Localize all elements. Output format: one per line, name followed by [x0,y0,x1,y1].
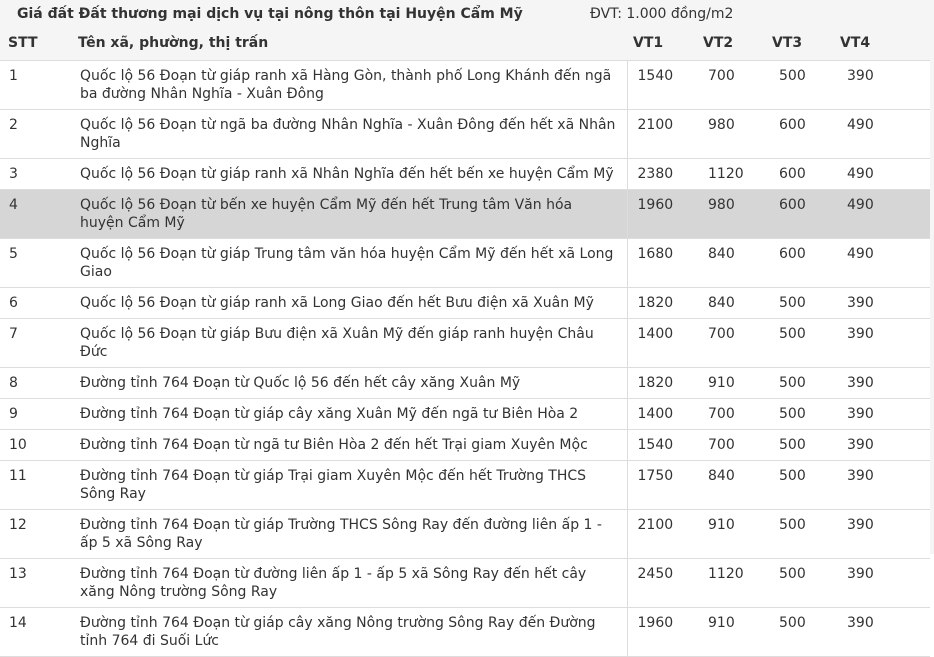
stt-cell: 9 [0,398,70,429]
header-vt4: VT4 [837,30,930,60]
name-cell: Đường tỉnh 764 Đoạn từ ngã tư Biên Hòa 2 đến hết Trại giam Xuyên Mộc [70,429,627,460]
stt-cell: 5 [0,238,70,287]
table-row [0,509,930,558]
table-row [0,287,930,318]
table-row [0,429,930,460]
name-cell: Quốc lộ 56 Đoạn từ giáp Trung tâm văn hóa huyện Cẩm Mỹ đến hết xã Long Giao [70,238,627,287]
stt-cell: 14 [0,607,70,656]
vt4-cell: 390 [837,429,930,460]
vt3-cell: 600 [767,189,837,238]
table-row [0,189,930,238]
stt-cell: 7 [0,318,70,367]
vt3-cell: 500 [767,287,837,318]
header-vt1: VT1 [627,30,697,60]
vt4-cell: 490 [837,238,930,287]
vt2-cell: 840 [697,460,767,509]
vt3-cell: 500 [767,367,837,398]
header-name: Tên xã, phường, thị trấn [70,30,627,60]
vt1-cell: 1960 [627,607,697,656]
vt2-cell: 700 [697,60,767,109]
vt4-cell: 390 [837,398,930,429]
vt2-cell: 980 [697,189,767,238]
vt4-cell: 390 [837,509,930,558]
stt-cell: 3 [0,158,70,189]
table-row [0,318,930,367]
vt4-cell: 390 [837,607,930,656]
vt4-cell: 490 [837,158,930,189]
vt3-cell: 500 [767,558,837,607]
vt3-cell: 600 [767,109,837,158]
vt2-cell: 700 [697,398,767,429]
stt-cell: 8 [0,367,70,398]
name-cell: Đường tỉnh 764 Đoạn từ giáp cây xăng Nông trường Sông Ray đến Đường tỉnh 764 đi Suối Lức [70,607,627,656]
name-cell: Đường tỉnh 764 Đoạn từ giáp Trường THCS Sông Ray đến đường liên ấp 1 - ấp 5 xã Sông Ray [70,509,627,558]
name-cell: Quốc lộ 56 Đoạn từ giáp Bưu điện xã Xuân Mỹ đến giáp ranh huyện Châu Đức [70,318,627,367]
table-row [0,607,930,656]
table-header-row [0,30,930,60]
vt1-cell: 2450 [627,558,697,607]
vt2-cell: 910 [697,367,767,398]
vt2-cell: 1120 [697,558,767,607]
vt1-cell: 1540 [627,60,697,109]
vt4-cell: 390 [837,460,930,509]
vt4-cell: 490 [837,189,930,238]
vt2-cell: 840 [697,287,767,318]
stt-cell: 13 [0,558,70,607]
stt-cell: 10 [0,429,70,460]
vt3-cell: 500 [767,509,837,558]
stt-cell: 4 [0,189,70,238]
vt1-cell: 2380 [627,158,697,189]
vt1-cell: 1820 [627,287,697,318]
vt3-cell: 500 [767,398,837,429]
stt-cell: 12 [0,509,70,558]
vt2-cell: 910 [697,509,767,558]
name-cell: Quốc lộ 56 Đoạn từ giáp ranh xã Long Giao đến hết Bưu điện xã Xuân Mỹ [70,287,627,318]
stt-cell: 6 [0,287,70,318]
name-cell: Quốc lộ 56 Đoạn từ giáp ranh xã Hàng Gòn, thành phố Long Khánh đến ngã ba đường Nhân Nghĩa - Xuân Đông [70,60,627,109]
vt2-cell: 700 [697,429,767,460]
stt-cell: 1 [0,60,70,109]
name-cell: Đường tỉnh 764 Đoạn từ giáp Trại giam Xuyên Mộc đến hết Trường THCS Sông Ray [70,460,627,509]
table-row [0,109,930,158]
vt1-cell: 1960 [627,189,697,238]
table-row [0,60,930,109]
vt3-cell: 500 [767,318,837,367]
name-cell: Quốc lộ 56 Đoạn từ giáp ranh xã Nhân Nghĩa đến hết bến xe huyện Cẩm Mỹ [70,158,627,189]
name-cell: Quốc lộ 56 Đoạn từ bến xe huyện Cẩm Mỹ đến hết Trung tâm Văn hóa huyện Cẩm Mỹ [70,189,627,238]
vt4-cell: 390 [837,60,930,109]
land-price-table [0,30,930,657]
stt-cell: 2 [0,109,70,158]
name-cell: Đường tỉnh 764 Đoạn từ đường liên ấp 1 - ấp 5 xã Sông Ray đến hết cây xăng Nông trường Sông Ray [70,558,627,607]
table-caption [0,0,934,30]
vt4-cell: 390 [837,318,930,367]
vt1-cell: 1400 [627,398,697,429]
header-stt: STT [0,30,70,60]
vt1-cell: 1680 [627,238,697,287]
vt3-cell: 500 [767,460,837,509]
table-row [0,238,930,287]
vt2-cell: 980 [697,109,767,158]
table-body [0,60,930,656]
vt1-cell: 1820 [627,367,697,398]
header-vt3: VT3 [767,30,837,60]
vt2-cell: 700 [697,318,767,367]
vt3-cell: 500 [767,607,837,656]
vt1-cell: 1540 [627,429,697,460]
vt4-cell: 390 [837,558,930,607]
table-row [0,398,930,429]
vt3-cell: 500 [767,60,837,109]
name-cell: Đường tỉnh 764 Đoạn từ Quốc lộ 56 đến hết cây xăng Xuân Mỹ [70,367,627,398]
vt2-cell: 840 [697,238,767,287]
vt1-cell: 2100 [627,109,697,158]
vt1-cell: 2100 [627,509,697,558]
vt1-cell: 1400 [627,318,697,367]
vt4-cell: 390 [837,287,930,318]
vt3-cell: 500 [767,429,837,460]
table-title: Giá đất Đất thương mại dịch vụ tại nông thôn tại Huyện Cẩm Mỹ [17,6,523,22]
vt2-cell: 910 [697,607,767,656]
unit-label: ĐVT: 1.000 đồng/m2 [590,6,734,22]
table-row [0,158,930,189]
header-vt2: VT2 [697,30,767,60]
vt3-cell: 600 [767,158,837,189]
vt4-cell: 490 [837,109,930,158]
stt-cell: 11 [0,460,70,509]
table-row [0,367,930,398]
vt3-cell: 600 [767,238,837,287]
table-row [0,460,930,509]
vt1-cell: 1750 [627,460,697,509]
name-cell: Quốc lộ 56 Đoạn từ ngã ba đường Nhân Nghĩa - Xuân Đông đến hết xã Nhân Nghĩa [70,109,627,158]
name-cell: Đường tỉnh 764 Đoạn từ giáp cây xăng Xuân Mỹ đến ngã tư Biên Hòa 2 [70,398,627,429]
table-row [0,558,930,607]
vt2-cell: 1120 [697,158,767,189]
vt4-cell: 390 [837,367,930,398]
